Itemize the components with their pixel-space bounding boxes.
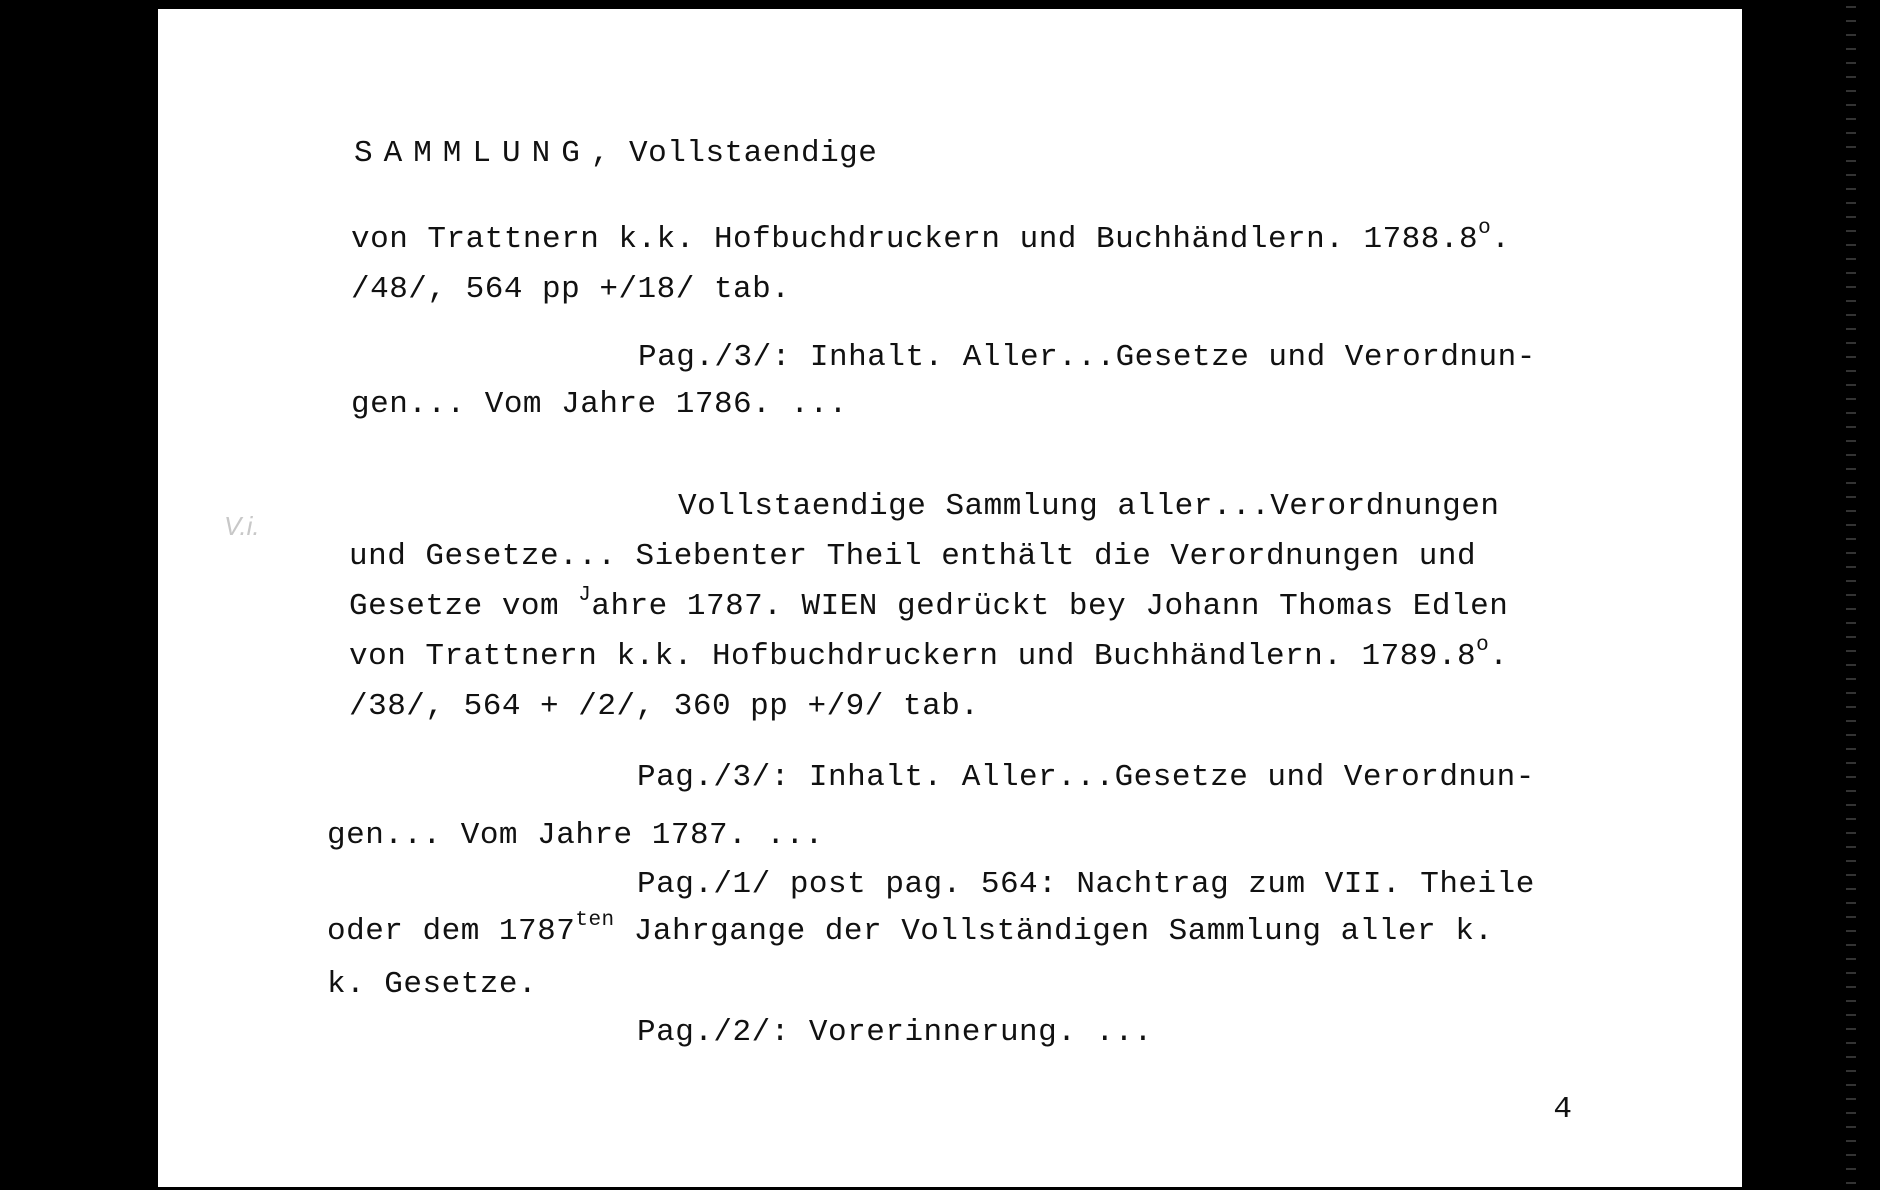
card-line-11: gen... Vom Jahre 1787. ... bbox=[327, 818, 824, 853]
card-line-15: Pag./2/: Vorerinnerung. ... bbox=[637, 1015, 1153, 1050]
raised-letter: J bbox=[578, 584, 592, 607]
card-line-13-text-a: oder dem 1787 bbox=[327, 914, 576, 949]
card-line-10: Pag./3/: Inhalt. Aller...Gesetze und Verordnun- bbox=[637, 760, 1535, 795]
heading-rest: , Vollstaendige bbox=[590, 136, 878, 171]
card-line-6: und Gesetze... Siebenter Theil enthält die Verordnungen und bbox=[349, 539, 1477, 574]
card-line-2: /48/, 564 pp +/18/ tab. bbox=[351, 272, 791, 307]
card-line-1-text: von Trattnern k.k. Hofbuchdruckern und Buchhändlern. 1788.8 bbox=[351, 222, 1479, 257]
card-line-7-text-b: ahre 1787. WIEN gedrückt bey Johann Thomas Edlen bbox=[591, 589, 1509, 624]
card-line-9: /38/, 564 + /2/, 360 pp +/9/ tab. bbox=[349, 689, 980, 724]
card-line-1 bbox=[351, 217, 1511, 257]
degree-mark: o bbox=[1478, 217, 1492, 240]
card-line-1-end: . bbox=[1491, 222, 1511, 257]
card-line-12: Pag./1/ post pag. 564: Nachtrag zum VII. Theile bbox=[637, 867, 1535, 902]
card-line-8-end: . bbox=[1489, 639, 1509, 674]
catalog-card bbox=[158, 9, 1742, 1187]
card-line-5: Vollstaendige Sammlung aller...Verordnungen bbox=[678, 489, 1500, 524]
card-heading bbox=[354, 138, 877, 169]
margin-pencil-mark: V.i. bbox=[224, 511, 260, 541]
card-line-8-text: von Trattnern k.k. Hofbuchdruckern und Buchhändlern. 1789.8 bbox=[349, 639, 1477, 674]
card-line-8 bbox=[349, 634, 1509, 674]
card-line-13 bbox=[327, 909, 1494, 949]
heading-spaced-word: SAMMLUNG bbox=[354, 136, 591, 171]
ordinal-suffix: ten bbox=[575, 909, 615, 932]
card-line-13-text-b: Jahrgange der Vollständigen Sammlung aller k. bbox=[614, 914, 1494, 949]
card-line-7 bbox=[349, 584, 1509, 624]
film-edge-perforation bbox=[1846, 0, 1856, 1190]
card-line-4: gen... Vom Jahre 1786. ... bbox=[351, 387, 848, 422]
page-number: 4 bbox=[1553, 1092, 1572, 1127]
card-line-3: Pag./3/: Inhalt. Aller...Gesetze und Verordnun- bbox=[638, 340, 1536, 375]
card-line-7-text-a: Gesetze vom bbox=[349, 589, 579, 624]
degree-mark: o bbox=[1476, 634, 1490, 657]
card-line-14: k. Gesetze. bbox=[327, 967, 538, 1002]
